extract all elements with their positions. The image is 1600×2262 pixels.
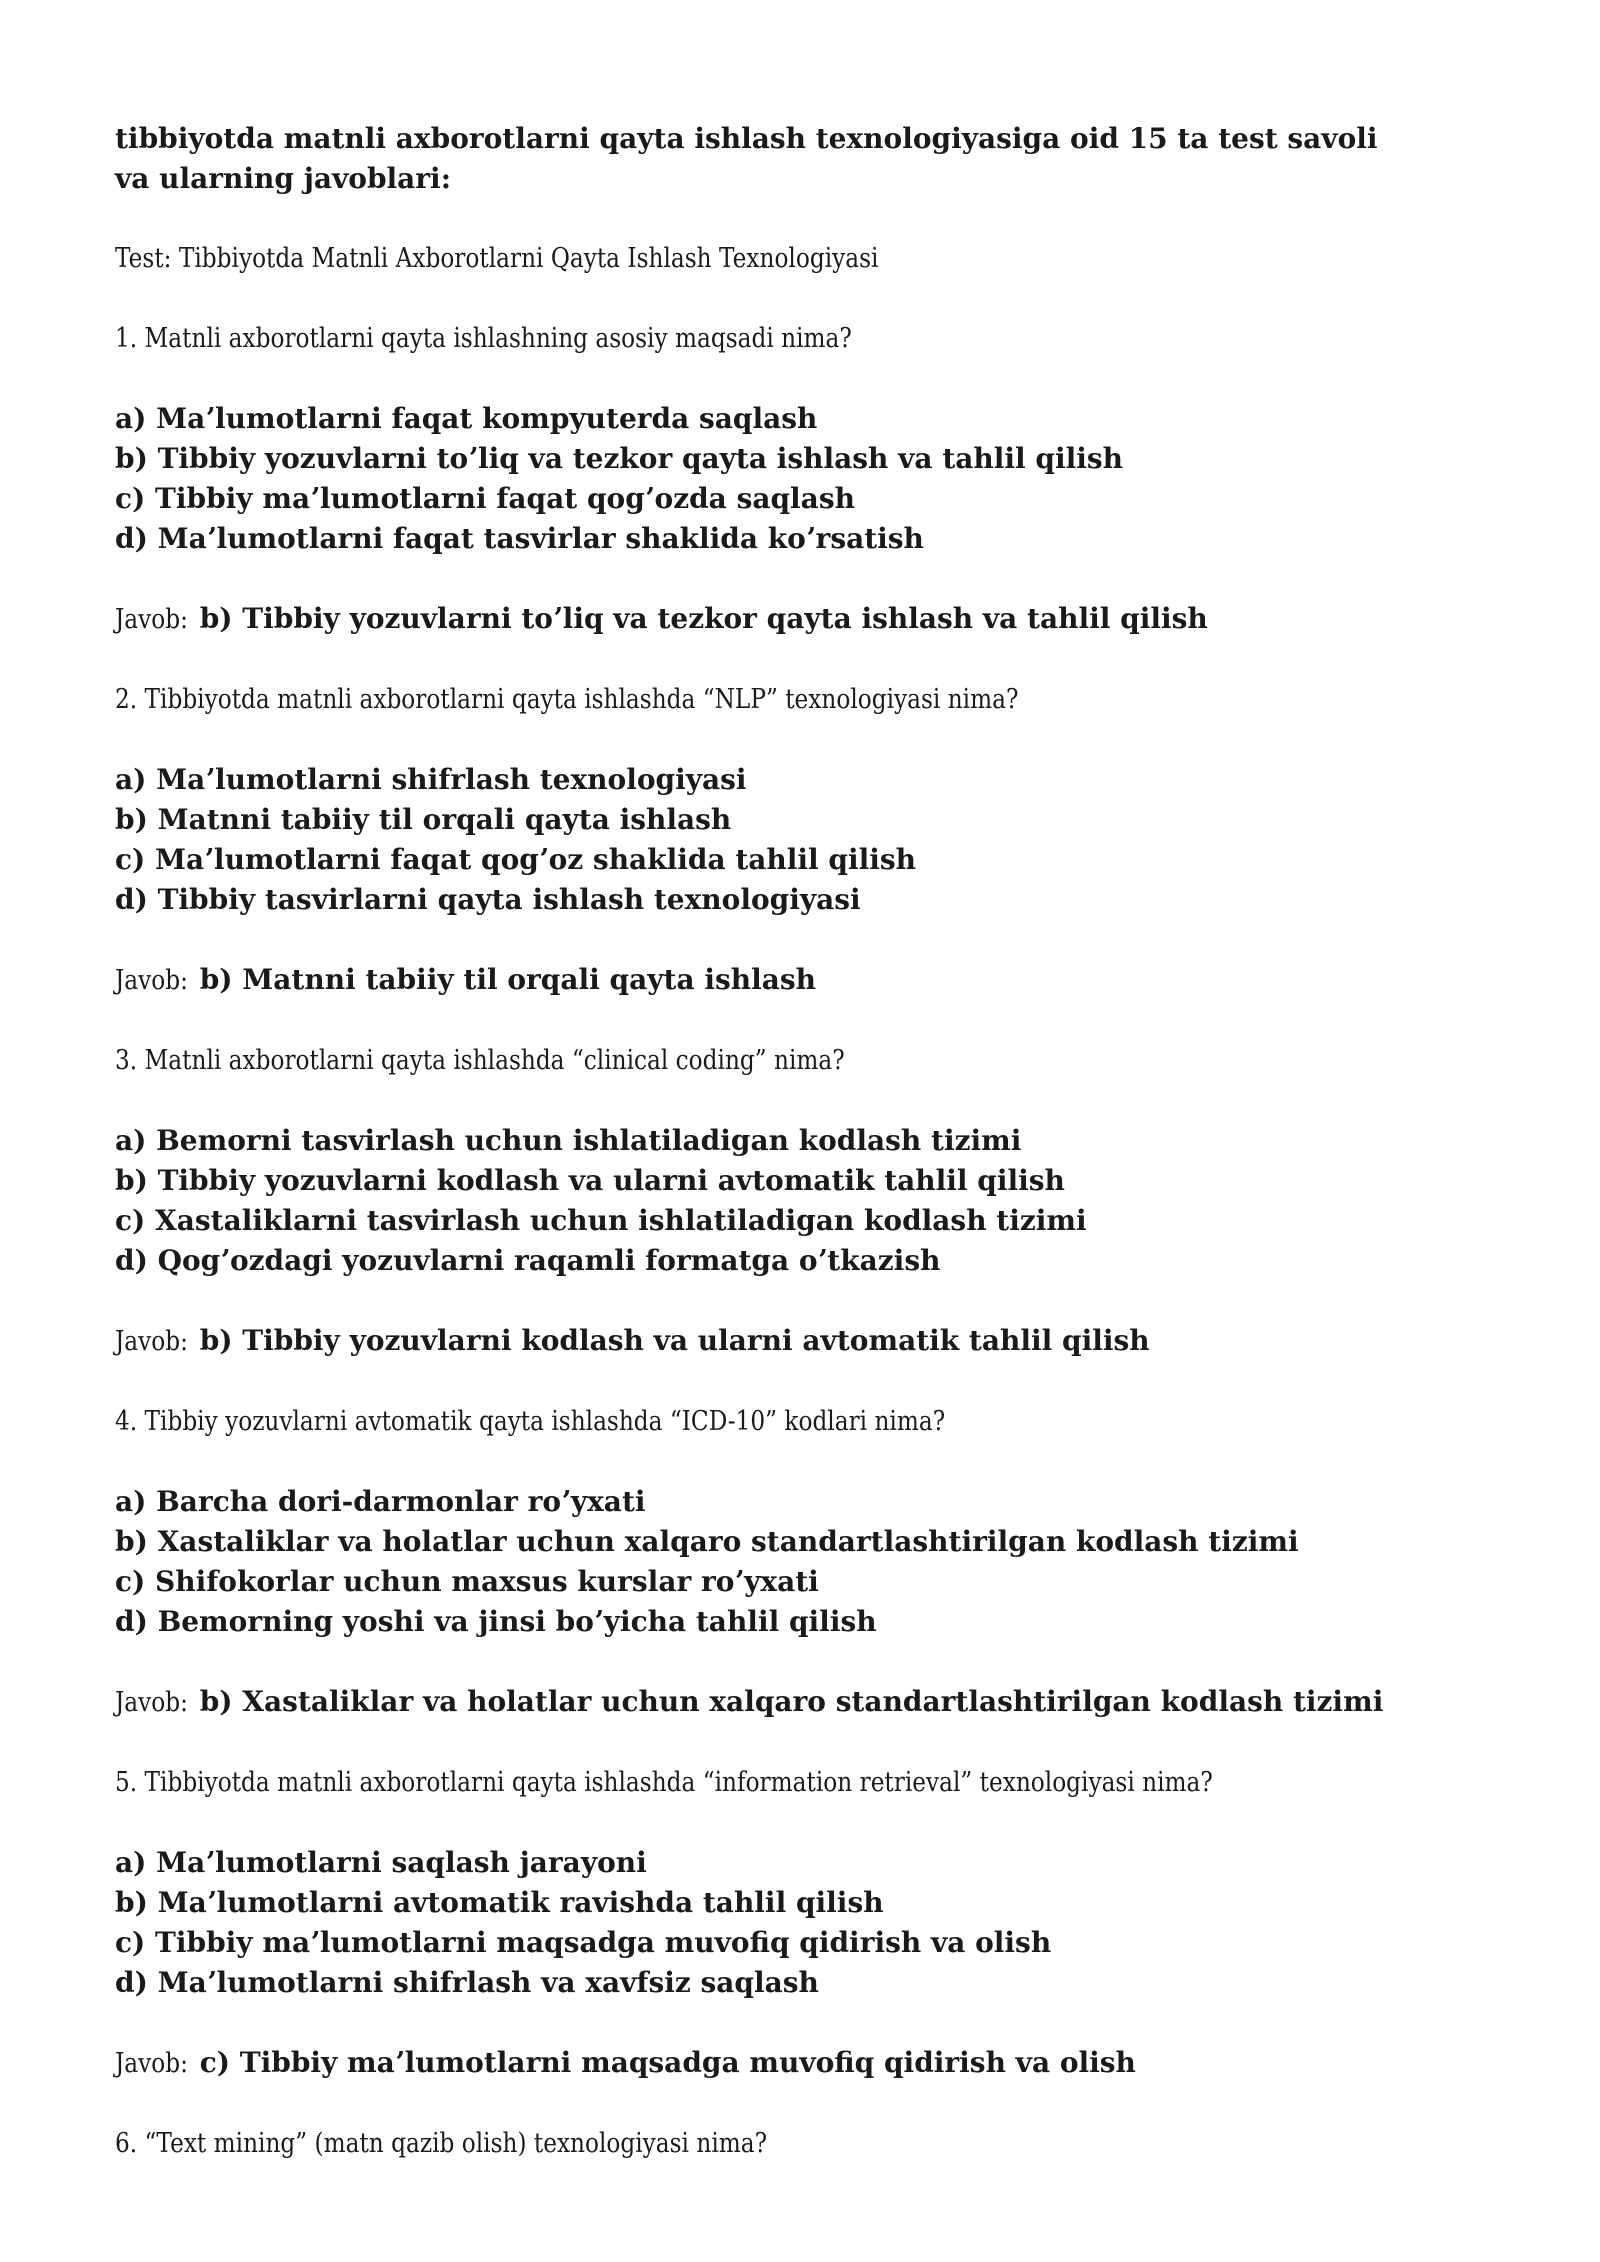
option-c: c) Xastaliklarni tasvirlash uchun ishlatiladigan kodlash tizimi [115, 1204, 1087, 1237]
question-text: 2. Tibbiyotda matnli axborotlarni qayta ishlashda “NLP” texnologiyasi nima? [115, 684, 1019, 715]
option-a: a) Bemorni tasvirlash uchun ishlatiladigan kodlash tizimi [115, 1124, 1022, 1157]
option-d: d) Tibbiy tasvirlarni qayta ishlash texnologiyasi [115, 883, 861, 916]
option-c: c) Maʼlumotlarni faqat qogʼoz shaklida tahlil qilish [115, 843, 917, 876]
question-text: 5. Tibbiyotda matnli axborotlarni qayta ishlashda “information retrieval” texnologiyasi nima? [115, 1767, 1213, 1798]
option-c: c) Shifokorlar uchun maxsus kurslar roʼyxati [115, 1565, 819, 1598]
answer-text: b) Tibbiy yozuvlarni toʼliq va tezkor qayta ishlash va tahlil qilish [199, 602, 1208, 635]
answer-line [115, 2043, 1415, 2084]
option-d: d) Maʼlumotlarni faqat tasvirlar shaklida koʼrsatish [115, 522, 924, 555]
option-a: a) Maʼlumotlarni faqat kompyuterda saqlash [115, 402, 818, 435]
document-page [115, 119, 1415, 2204]
answer-line [115, 960, 1415, 1001]
answer-line [115, 1321, 1415, 1362]
option-b: b) Tibbiy yozuvlarni toʼliq va tezkor qayta ishlash va tahlil qilish [115, 442, 1124, 475]
option-b: b) Matnni tabiiy til orqali qayta ishlash [115, 803, 732, 836]
options-list [115, 1843, 1415, 2003]
answer-text: b) Xastaliklar va holatlar uchun xalqaro standartlashtirilgan kodlash tizimi [199, 1685, 1384, 1718]
options-list [115, 760, 1415, 920]
option-c: c) Tibbiy maʼlumotlarni maqsadga muvofiq qidirish va olish [115, 1926, 1052, 1959]
question-text: 6. “Text mining” (matn qazib olish) texnologiyasi nima? [115, 2128, 768, 2159]
question-block [115, 1041, 1415, 1362]
option-d: d) Bemorning yoshi va jinsi boʼyicha tahlil qilish [115, 1605, 877, 1638]
test-title: Test: Tibbiyotda Matnli Axborotlarni Qayta Ishlash Texnologiyasi [115, 243, 879, 274]
answer-line [115, 1682, 1415, 1723]
option-b: b) Maʼlumotlarni avtomatik ravishda tahlil qilish [115, 1886, 884, 1919]
option-d: d) Maʼlumotlarni shifrlash va xavfsiz saqlash [115, 1966, 819, 1999]
answer-text: c) Tibbiy maʼlumotlarni maqsadga muvofiq qidirish va olish [199, 2046, 1136, 2079]
answer-text: b) Matnni tabiiy til orqali qayta ishlash [199, 963, 817, 996]
option-a: a) Maʼlumotlarni saqlash jarayoni [115, 1846, 647, 1879]
question-text: 1. Matnli axborotlarni qayta ishlashning asosiy maqsadi nima? [115, 323, 852, 354]
document-heading: tibbiyotda matnli axborotlarni qayta ishlash texnologiyasiga oid 15 ta test savoli va ularning javoblari: [115, 122, 1378, 195]
question-text: 4. Tibbiy yozuvlarni avtomatik qayta ishlashda “ICD-10” kodlari nima? [115, 1406, 946, 1437]
question-text: 3. Matnli axborotlarni qayta ishlashda “clinical coding” nima? [115, 1045, 845, 1076]
answer-label: Javob: [115, 604, 188, 635]
options-list [115, 399, 1415, 559]
answer-label: Javob: [115, 1687, 188, 1718]
option-c: c) Tibbiy maʼlumotlarni faqat qogʼozda saqlash [115, 482, 855, 515]
answer-line [115, 599, 1415, 640]
option-d: d) Qogʼozdagi yozuvlarni raqamli formatga oʼtkazish [115, 1244, 941, 1277]
option-a: a) Barcha dori-darmonlar roʼyxati [115, 1485, 646, 1518]
options-list [115, 1121, 1415, 1281]
question-block [115, 2124, 1415, 2164]
question-block [115, 319, 1415, 640]
answer-label: Javob: [115, 2048, 188, 2079]
option-a: a) Maʼlumotlarni shifrlash texnologiyasi [115, 763, 747, 796]
question-block [115, 1763, 1415, 2084]
question-block [115, 1402, 1415, 1723]
options-list [115, 1482, 1415, 1642]
option-b: b) Xastaliklar va holatlar uchun xalqaro standartlashtirilgan kodlash tizimi [115, 1525, 1299, 1558]
answer-text: b) Tibbiy yozuvlarni kodlash va ularni avtomatik tahlil qilish [199, 1324, 1150, 1357]
answer-label: Javob: [115, 1326, 188, 1357]
answer-label: Javob: [115, 965, 188, 996]
option-b: b) Tibbiy yozuvlarni kodlash va ularni avtomatik tahlil qilish [115, 1164, 1065, 1197]
question-block [115, 680, 1415, 1001]
